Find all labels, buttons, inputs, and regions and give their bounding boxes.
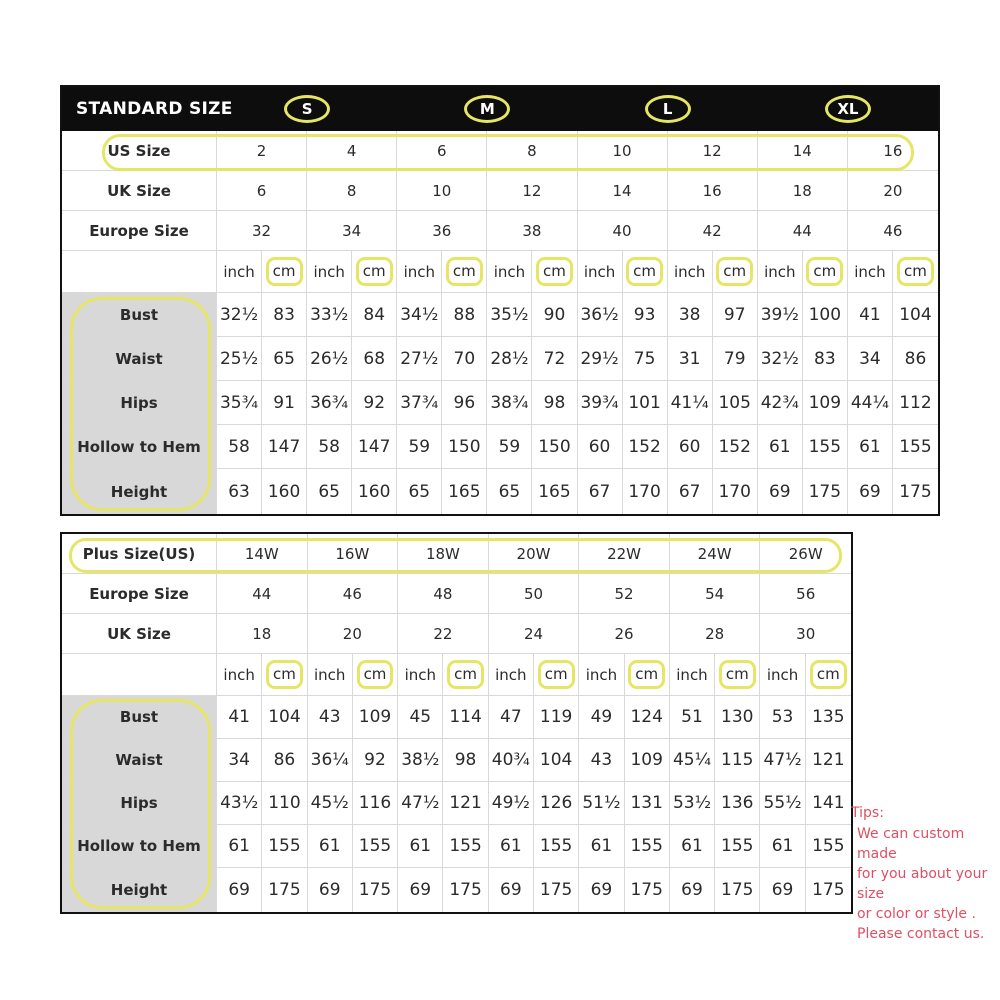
size-value: 38: [487, 211, 577, 251]
measure-value: 41¼: [668, 381, 713, 425]
size-value: 22: [398, 614, 489, 654]
measure-value: 67: [578, 469, 623, 514]
units-row-spacer: [62, 654, 217, 696]
unit-label: [443, 654, 488, 696]
measure-value: 68: [352, 337, 397, 381]
measure-value: 121: [806, 739, 851, 782]
measure-value: 90: [532, 293, 577, 337]
tips-line: Please contact us.: [857, 926, 985, 942]
measure-value: 58: [217, 425, 262, 469]
measure-value: 61: [489, 825, 534, 868]
unit-label: [308, 654, 353, 696]
size-value: 46: [308, 574, 399, 614]
measure-value: 34: [848, 337, 893, 381]
unit-label: [579, 654, 624, 696]
unit-label: [217, 251, 262, 293]
measure-value: 35¾: [217, 381, 262, 425]
measure-label: Hollow to Hem: [62, 825, 217, 868]
measure-value: 38: [668, 293, 713, 337]
measure-value: 36½: [578, 293, 623, 337]
unit-label: [715, 654, 760, 696]
measure-value: 72: [532, 337, 577, 381]
measure-value: 59: [397, 425, 442, 469]
measure-value: 61: [760, 825, 805, 868]
measure-value: 86: [893, 337, 938, 381]
measure-value: 39¾: [578, 381, 623, 425]
unit-label: [262, 654, 307, 696]
measure-value: 40¾: [489, 739, 534, 782]
size-value: 10: [578, 131, 668, 171]
size-value: 10: [397, 171, 487, 211]
measure-value: 60: [578, 425, 623, 469]
measure-value: 175: [534, 868, 579, 912]
inch-label: inch: [493, 262, 526, 281]
measure-value: 69: [489, 868, 534, 912]
unit-label: [442, 251, 487, 293]
size-value: 44: [217, 574, 308, 614]
measure-value: 60: [668, 425, 713, 469]
measure-value: 98: [532, 381, 577, 425]
size-value: 20: [308, 614, 399, 654]
measure-value: 160: [352, 469, 397, 514]
measure-value: 34½: [397, 293, 442, 337]
tips-line: or color or style .: [857, 906, 976, 922]
measure-value: 104: [893, 293, 938, 337]
measure-value: 97: [713, 293, 758, 337]
row-label: US Size: [62, 131, 217, 171]
measure-value: 43½: [217, 782, 262, 825]
measure-value: 155: [353, 825, 398, 868]
cm-highlight: cm: [266, 660, 303, 689]
measure-value: 47½: [760, 739, 805, 782]
measure-value: 69: [848, 469, 893, 514]
cm-highlight: cm: [357, 660, 394, 689]
standard-size-header-bar: [62, 87, 938, 131]
unit-label: [758, 251, 803, 293]
measure-value: 121: [443, 782, 488, 825]
cm-highlight: cm: [447, 660, 484, 689]
measure-value: 65: [262, 337, 307, 381]
measure-value: 35½: [487, 293, 532, 337]
measure-value: 58: [307, 425, 352, 469]
measure-value: 83: [262, 293, 307, 337]
measure-value: 44¼: [848, 381, 893, 425]
measure-value: 131: [625, 782, 670, 825]
unit-label: [398, 654, 443, 696]
unit-label: [713, 251, 758, 293]
measure-value: 93: [623, 293, 668, 337]
measure-value: 45: [398, 696, 443, 739]
size-value: 26: [579, 614, 670, 654]
row-label: UK Size: [62, 171, 217, 211]
size-value: 12: [668, 131, 758, 171]
size-value: 8: [487, 131, 577, 171]
cm-highlight: cm: [266, 257, 303, 286]
measure-value: 41: [848, 293, 893, 337]
measure-value: 59: [487, 425, 532, 469]
unit-label: [489, 654, 534, 696]
measure-value: 152: [623, 425, 668, 469]
measure-value: 175: [443, 868, 488, 912]
size-value: 56: [760, 574, 851, 614]
unit-label: [307, 251, 352, 293]
measure-value: 36¼: [308, 739, 353, 782]
measure-value: 91: [262, 381, 307, 425]
measure-value: 69: [398, 868, 443, 912]
measure-value: 136: [715, 782, 760, 825]
measure-value: 69: [308, 868, 353, 912]
size-value: 48: [398, 574, 489, 614]
row-label: Plus Size(US): [62, 534, 217, 574]
measure-value: 45¼: [670, 739, 715, 782]
measure-label: Bust: [62, 293, 217, 337]
measure-value: 124: [625, 696, 670, 739]
size-value: 16W: [308, 534, 399, 574]
size-value: 42: [668, 211, 758, 251]
measure-value: 141: [806, 782, 851, 825]
inch-label: inch: [404, 665, 436, 684]
cm-highlight: cm: [716, 257, 753, 286]
standard-size-title: STANDARD SIZE: [76, 99, 233, 119]
unit-label: [625, 654, 670, 696]
size-value: 6: [217, 171, 307, 211]
measure-value: 147: [262, 425, 307, 469]
measure-value: 49½: [489, 782, 534, 825]
measure-value: 109: [803, 381, 848, 425]
size-value: 16: [668, 171, 758, 211]
measure-value: 109: [625, 739, 670, 782]
size-value: 4: [307, 131, 397, 171]
cm-highlight: cm: [536, 257, 573, 286]
plus-size-grid: [62, 534, 851, 912]
measure-value: 39½: [758, 293, 803, 337]
measure-value: 43: [308, 696, 353, 739]
size-value: 28: [670, 614, 761, 654]
inch-label: inch: [495, 665, 527, 684]
inch-label: inch: [764, 262, 796, 281]
unit-label: [803, 251, 848, 293]
cm-highlight: cm: [897, 257, 934, 286]
measure-value: 63: [217, 469, 262, 514]
row-label: Europe Size: [62, 211, 217, 251]
measure-value: 170: [623, 469, 668, 514]
unit-label: [352, 251, 397, 293]
unit-label: [848, 251, 893, 293]
unit-label: [487, 251, 532, 293]
measure-value: 84: [352, 293, 397, 337]
size-value: 54: [670, 574, 761, 614]
measure-label: Hollow to Hem: [62, 425, 217, 469]
measure-value: 175: [803, 469, 848, 514]
cm-highlight: cm: [628, 660, 665, 689]
measure-value: 51: [670, 696, 715, 739]
measure-value: 69: [760, 868, 805, 912]
unit-label: [578, 251, 623, 293]
custom-tips-note: [851, 803, 1000, 944]
standard-size-table: [60, 85, 940, 516]
measure-value: 104: [534, 739, 579, 782]
unit-label: [397, 251, 442, 293]
measure-value: 100: [803, 293, 848, 337]
measure-value: 27½: [397, 337, 442, 381]
size-group-badge-m: M: [464, 95, 510, 123]
measure-value: 36¾: [307, 381, 352, 425]
measure-value: 61: [670, 825, 715, 868]
measure-value: 38½: [398, 739, 443, 782]
inch-label: inch: [583, 262, 616, 281]
row-label: Europe Size: [62, 574, 217, 614]
unit-label: [668, 251, 713, 293]
unit-label: [262, 251, 307, 293]
measure-label: Height: [62, 868, 217, 912]
measure-value: 155: [806, 825, 851, 868]
size-value: 14W: [217, 534, 308, 574]
tips-line: We can custom made: [857, 826, 965, 862]
measure-value: 105: [713, 381, 758, 425]
measure-value: 53: [760, 696, 805, 739]
measure-value: 175: [353, 868, 398, 912]
measure-value: 25½: [217, 337, 262, 381]
measure-value: 47: [489, 696, 534, 739]
size-group-badge-l: L: [645, 95, 691, 123]
measure-value: 79: [713, 337, 758, 381]
measure-value: 47½: [398, 782, 443, 825]
measure-value: 175: [806, 868, 851, 912]
measure-value: 98: [443, 739, 488, 782]
unit-label: [893, 251, 938, 293]
measure-label: Height: [62, 469, 217, 514]
measure-label: Waist: [62, 739, 217, 782]
measure-value: 92: [353, 739, 398, 782]
measure-value: 83: [803, 337, 848, 381]
measure-value: 165: [532, 469, 577, 514]
unit-label: [217, 654, 262, 696]
size-value: 34: [307, 211, 397, 251]
measure-value: 41: [217, 696, 262, 739]
cm-highlight: cm: [719, 660, 756, 689]
size-value: 16: [848, 131, 938, 171]
measure-value: 61: [308, 825, 353, 868]
measure-value: 115: [715, 739, 760, 782]
measure-value: 160: [262, 469, 307, 514]
measure-value: 67: [668, 469, 713, 514]
measure-value: 165: [442, 469, 487, 514]
measure-value: 51½: [579, 782, 624, 825]
size-value: 14: [758, 131, 848, 171]
measure-value: 55½: [760, 782, 805, 825]
size-value: 22W: [579, 534, 670, 574]
size-value: 52: [579, 574, 670, 614]
measure-value: 42¾: [758, 381, 803, 425]
measure-value: 32½: [217, 293, 262, 337]
measure-value: 31: [668, 337, 713, 381]
measure-value: 69: [670, 868, 715, 912]
measure-label: Hips: [62, 381, 217, 425]
size-value: 18: [217, 614, 308, 654]
plus-size-table: [60, 532, 853, 914]
measure-label: Waist: [62, 337, 217, 381]
cm-highlight: cm: [810, 660, 847, 689]
measure-value: 26½: [307, 337, 352, 381]
unit-label: [353, 654, 398, 696]
measure-value: 61: [848, 425, 893, 469]
measure-value: 75: [623, 337, 668, 381]
measure-value: 61: [758, 425, 803, 469]
measure-value: 33½: [307, 293, 352, 337]
measure-value: 175: [893, 469, 938, 514]
unit-label: [623, 251, 668, 293]
size-value: 18W: [398, 534, 489, 574]
units-row-spacer: [62, 251, 217, 293]
size-value: 20: [848, 171, 938, 211]
cm-highlight: cm: [806, 257, 843, 286]
measure-value: 116: [353, 782, 398, 825]
measure-value: 69: [758, 469, 803, 514]
measure-value: 69: [579, 868, 624, 912]
inch-label: inch: [313, 665, 346, 684]
measure-value: 104: [262, 696, 307, 739]
size-value: 40: [578, 211, 668, 251]
measure-value: 96: [442, 381, 487, 425]
inch-label: inch: [403, 262, 435, 281]
measure-value: 155: [715, 825, 760, 868]
size-value: 32: [217, 211, 307, 251]
measure-value: 32½: [758, 337, 803, 381]
measure-value: 88: [442, 293, 487, 337]
measure-value: 130: [715, 696, 760, 739]
measure-value: 61: [217, 825, 262, 868]
measure-value: 37¾: [397, 381, 442, 425]
measure-value: 45½: [308, 782, 353, 825]
size-value: 12: [487, 171, 577, 211]
measure-value: 114: [443, 696, 488, 739]
cm-highlight: cm: [626, 257, 663, 286]
unit-label: [532, 251, 577, 293]
measure-value: 92: [352, 381, 397, 425]
measure-value: 28½: [487, 337, 532, 381]
measure-value: 86: [262, 739, 307, 782]
unit-label: [806, 654, 851, 696]
measure-value: 69: [217, 868, 262, 912]
measure-value: 49: [579, 696, 624, 739]
cm-highlight: cm: [538, 660, 575, 689]
measure-value: 101: [623, 381, 668, 425]
tips-title: Tips:: [851, 805, 884, 821]
size-value: 30: [760, 614, 851, 654]
inch-label: inch: [766, 665, 799, 684]
inch-label: inch: [223, 665, 255, 684]
inch-label: inch: [585, 665, 618, 684]
measure-value: 38¾: [487, 381, 532, 425]
measure-value: 119: [534, 696, 579, 739]
size-value: 8: [307, 171, 397, 211]
measure-value: 170: [713, 469, 758, 514]
measure-value: 126: [534, 782, 579, 825]
size-group-badge-xl: XL: [825, 95, 871, 123]
measure-value: 65: [487, 469, 532, 514]
measure-value: 112: [893, 381, 938, 425]
measure-value: 150: [532, 425, 577, 469]
measure-value: 61: [398, 825, 443, 868]
standard-size-grid: [62, 131, 938, 514]
measure-value: 61: [579, 825, 624, 868]
measure-value: 155: [625, 825, 670, 868]
inch-label: inch: [313, 262, 345, 281]
measure-value: 175: [625, 868, 670, 912]
size-value: 6: [397, 131, 487, 171]
size-value: 2: [217, 131, 307, 171]
measure-value: 65: [397, 469, 442, 514]
size-group-badge-s: S: [284, 95, 330, 123]
measure-value: 65: [307, 469, 352, 514]
size-value: 36: [397, 211, 487, 251]
inch-label: inch: [854, 262, 886, 281]
inch-label: inch: [223, 262, 255, 281]
measure-value: 175: [262, 868, 307, 912]
measure-value: 155: [803, 425, 848, 469]
size-value: 20W: [489, 534, 580, 574]
measure-value: 155: [443, 825, 488, 868]
unit-label: [760, 654, 805, 696]
measure-value: 175: [715, 868, 760, 912]
size-value: 46: [848, 211, 938, 251]
size-value: 26W: [760, 534, 851, 574]
measure-value: 152: [713, 425, 758, 469]
measure-value: 110: [262, 782, 307, 825]
size-value: 14: [578, 171, 668, 211]
measure-value: 155: [262, 825, 307, 868]
cm-highlight: cm: [446, 257, 483, 286]
size-value: 24W: [670, 534, 761, 574]
measure-label: Bust: [62, 696, 217, 739]
measure-value: 155: [534, 825, 579, 868]
row-label: UK Size: [62, 614, 217, 654]
unit-label: [534, 654, 579, 696]
size-value: 24: [489, 614, 580, 654]
inch-label: inch: [673, 262, 706, 281]
measure-value: 53½: [670, 782, 715, 825]
unit-label: [670, 654, 715, 696]
size-value: 18: [758, 171, 848, 211]
tips-line: for you about your size: [857, 866, 988, 902]
measure-label: Hips: [62, 782, 217, 825]
measure-value: 109: [353, 696, 398, 739]
cm-highlight: cm: [356, 257, 393, 286]
measure-value: 43: [579, 739, 624, 782]
measure-value: 34: [217, 739, 262, 782]
inch-label: inch: [676, 665, 708, 684]
size-value: 44: [758, 211, 848, 251]
size-value: 50: [489, 574, 580, 614]
measure-value: 70: [442, 337, 487, 381]
measure-value: 147: [352, 425, 397, 469]
measure-value: 150: [442, 425, 487, 469]
measure-value: 155: [893, 425, 938, 469]
measure-value: 135: [806, 696, 851, 739]
measure-value: 29½: [578, 337, 623, 381]
